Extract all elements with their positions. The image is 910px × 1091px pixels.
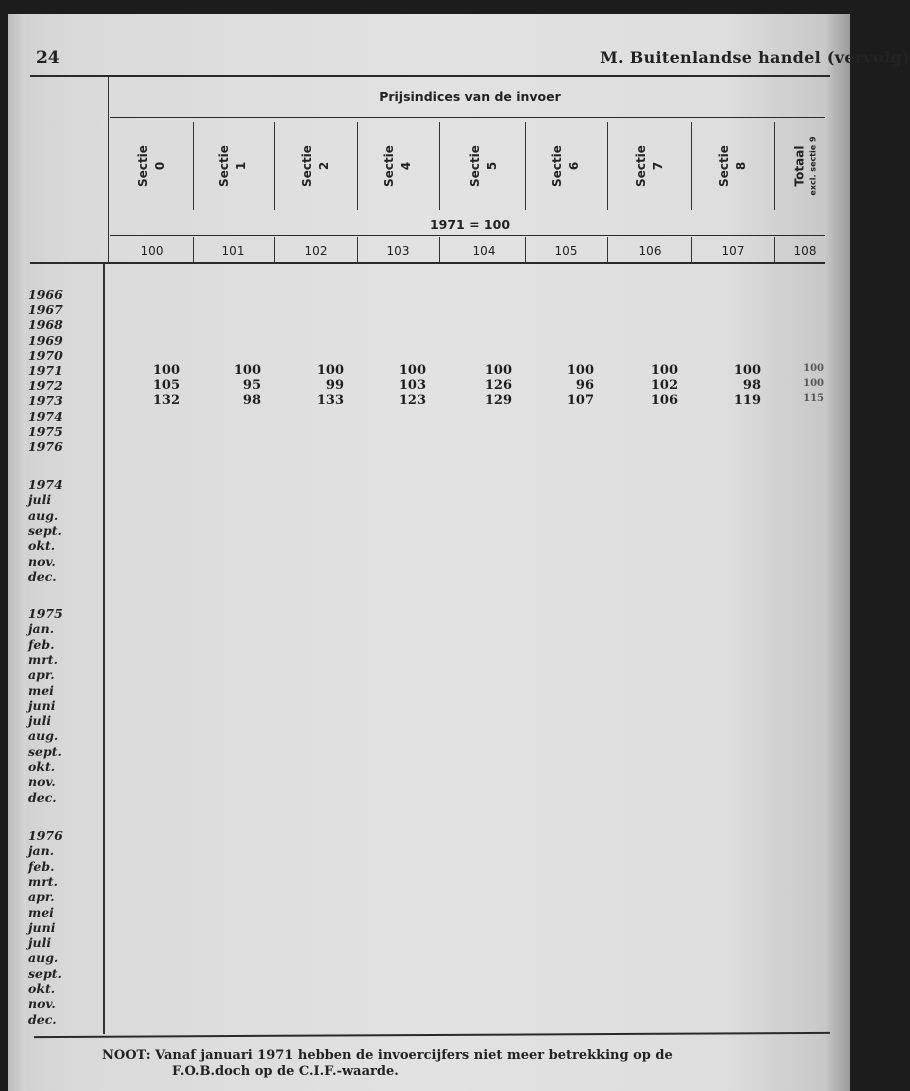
index-value: 129: [484, 393, 512, 409]
month-label: jan.: [28, 621, 55, 637]
index-value: 100: [484, 363, 512, 378]
column-header: [526, 122, 606, 210]
year-label: 1972: [28, 378, 63, 394]
header-left-rule: [108, 77, 109, 262]
base-year: 1971 = 100: [429, 217, 511, 232]
month-label: nov.: [28, 553, 56, 569]
month-label: dec.: [28, 1011, 57, 1027]
index-value: 102: [650, 378, 678, 394]
column-label: Sectie: [381, 145, 396, 187]
column-code: 104: [472, 244, 496, 258]
stub-rule: [103, 264, 105, 1034]
column-header: [765, 122, 845, 210]
column-label: Sectie: [216, 145, 231, 187]
month-label: juli: [28, 713, 52, 729]
index-value: 100: [803, 363, 824, 374]
index-value: 99: [325, 378, 344, 394]
month-label: aug.: [28, 950, 59, 966]
column-label: Sectie: [549, 145, 564, 187]
index-value: 107: [566, 393, 594, 409]
index-value: 126: [484, 378, 512, 394]
table-title: Prijsindices van de invoer: [379, 89, 561, 104]
footnote-line-1: Vanaf januari 1971 hebben de invoercijfers niet meer betrekking op de: [155, 1048, 673, 1063]
month-label: nov.: [28, 774, 56, 790]
month-label: aug.: [28, 728, 59, 744]
column-sub: 1: [233, 161, 248, 171]
month-label: mei: [28, 682, 54, 698]
year-label: 1971: [28, 363, 63, 378]
index-value: 98: [742, 378, 761, 394]
column-label: Sectie: [716, 145, 731, 187]
year-label: 1973: [28, 393, 63, 409]
month-label: sept.: [28, 522, 62, 538]
year-label: 1969: [28, 332, 63, 348]
month-label: juli: [28, 935, 52, 951]
year-label: 1976: [28, 439, 63, 454]
index-value: 100: [152, 363, 180, 378]
column-sub: 6: [566, 161, 581, 171]
index-value: 95: [242, 378, 261, 394]
page-number: 24: [36, 48, 60, 68]
month-label: dec.: [28, 789, 57, 805]
column-divider: [607, 237, 608, 262]
month-label: feb.: [28, 858, 55, 874]
month-label: jan.: [28, 843, 55, 859]
column-code: 103: [386, 244, 410, 258]
column-divider: [274, 237, 275, 262]
column-code: 106: [638, 244, 662, 258]
column-code: 101: [221, 244, 245, 258]
column-header: [358, 122, 438, 210]
column-code: 105: [554, 244, 578, 258]
footnote-line-2: F.O.B.doch op de C.I.F.-waarde.: [172, 1064, 399, 1079]
column-label: Sectie: [633, 145, 648, 187]
footnote-label: NOOT:: [102, 1048, 151, 1063]
title-rule: [110, 117, 825, 118]
column-label: Sectie: [135, 145, 150, 187]
month-label: juni: [28, 697, 56, 713]
year-label: 1975: [28, 423, 63, 439]
month-label: okt.: [28, 538, 56, 554]
column-label: Sectie: [467, 145, 482, 187]
column-label: Totaal: [792, 145, 807, 187]
column-sub: 4: [398, 161, 413, 171]
column-header: [276, 122, 356, 210]
block-year-label: 1975: [28, 606, 63, 621]
column-sub: 7: [650, 161, 665, 171]
column-header: [610, 122, 690, 210]
year-label: 1974: [28, 408, 63, 424]
block-year-label: 1976: [28, 828, 63, 843]
top-rule: [30, 75, 830, 77]
block-year-label: 1974: [28, 477, 63, 492]
index-value: 100: [233, 363, 261, 378]
month-label: aug.: [28, 507, 59, 523]
month-label: apr.: [28, 667, 55, 683]
header-bottom-rule: [30, 262, 825, 264]
index-value: 132: [152, 393, 180, 409]
month-label: mrt.: [28, 651, 58, 667]
month-label: nov.: [28, 996, 56, 1012]
column-code: 100: [140, 244, 164, 258]
year-label: 1967: [28, 302, 63, 318]
index-value: 100: [650, 363, 678, 378]
column-divider: [691, 237, 692, 262]
column-divider: [439, 122, 440, 210]
index-value: 133: [316, 393, 344, 409]
index-value: 103: [398, 378, 426, 394]
index-value: 100: [566, 363, 594, 378]
column-code: 108: [793, 244, 817, 258]
column-code: 107: [721, 244, 745, 258]
column-divider: [607, 122, 608, 210]
column-sub: 0: [152, 161, 167, 171]
index-value: 106: [650, 393, 678, 409]
column-label: Sectie: [299, 145, 314, 187]
column-sub: 8: [733, 161, 748, 171]
column-divider: [439, 237, 440, 262]
index-value: 100: [803, 378, 824, 390]
column-sub: 2: [316, 161, 331, 171]
column-header: [693, 122, 773, 210]
year-label: 1968: [28, 317, 63, 333]
index-value: 96: [575, 378, 594, 394]
column-code: 102: [304, 244, 328, 258]
column-sub: 5: [484, 161, 499, 171]
index-value: 115: [803, 393, 824, 405]
column-header: [444, 122, 524, 210]
month-label: mrt.: [28, 873, 58, 889]
column-sub: excl. sectie 9: [808, 136, 818, 196]
index-value: 100: [733, 363, 761, 378]
footnote: [102, 1048, 673, 1080]
month-label: okt.: [28, 981, 56, 996]
index-value: 100: [316, 363, 344, 378]
month-label: mei: [28, 904, 54, 920]
index-value: 105: [152, 378, 180, 394]
month-label: juli: [28, 492, 52, 508]
year-label: 1966: [28, 287, 63, 302]
column-header: [112, 122, 192, 210]
index-value: 98: [242, 393, 261, 409]
column-divider: [274, 122, 275, 210]
month-label: apr.: [28, 889, 55, 905]
page-edge: [8, 14, 26, 1091]
month-label: sept.: [28, 965, 62, 981]
month-label: dec.: [28, 568, 57, 584]
column-header: [193, 122, 273, 210]
index-value: 119: [733, 393, 761, 409]
base-rule: [110, 235, 825, 236]
index-value: 123: [398, 393, 426, 409]
month-label: okt.: [28, 759, 56, 774]
running-head: M. Buitenlandse handel (vervolg): [600, 48, 910, 67]
month-label: feb.: [28, 636, 55, 652]
column-divider: [691, 122, 692, 210]
year-label: 1970: [28, 347, 63, 363]
month-label: sept.: [28, 743, 62, 759]
month-label: juni: [28, 919, 56, 935]
index-value: 100: [398, 363, 426, 378]
